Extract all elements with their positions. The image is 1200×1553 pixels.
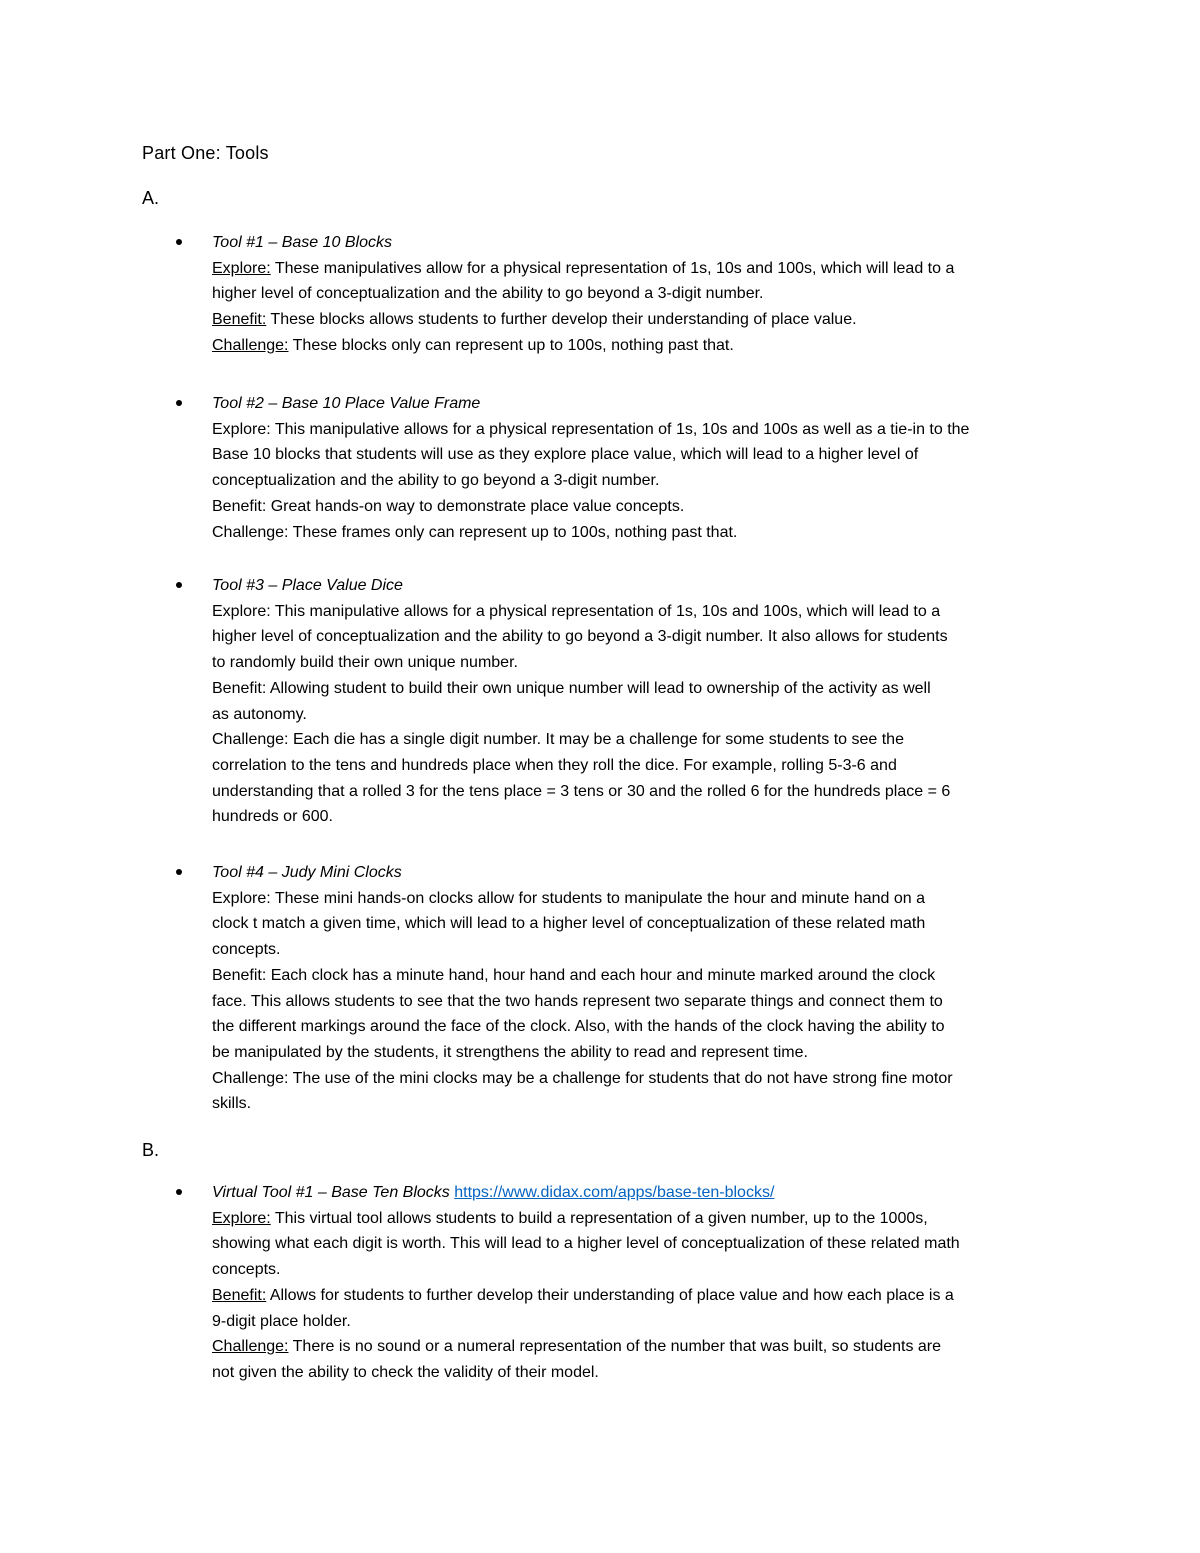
benefit-text: These blocks allows students to further develop their understanding of place value. <box>266 311 857 329</box>
benefit-label: Benefit: <box>212 966 267 984</box>
explore-label: Explore: <box>212 1209 271 1227</box>
explore-label: Explore: <box>212 420 271 438</box>
benefit-line <box>212 307 1070 333</box>
challenge-line <box>212 333 1070 359</box>
tool-item-3 <box>170 573 1070 830</box>
bullet-icon <box>176 400 182 406</box>
challenge-label: Challenge: <box>212 1338 289 1356</box>
explore-line: showing what each digit is worth. This will lead to a higher level of conceptualization of these related math <box>212 1235 960 1253</box>
challenge-text: There is no sound or a numeral representation of the number that was built, so students are <box>288 1338 942 1356</box>
explore-line: higher level of conceptualization and the ability to go beyond a 3-digit number. It also allows for students <box>212 628 948 646</box>
bullet-icon <box>176 869 182 875</box>
challenge-line <box>212 727 1070 753</box>
explore-text: These manipulatives allow for a physical representation of 1s, 10s and 100s, which will lead to a <box>270 259 955 277</box>
tool-title-line <box>212 1180 1070 1206</box>
explore-line: clock t match a given time, which will lead to a higher level of conceptualization of these related math <box>212 915 926 933</box>
benefit-line: face. This allows students to see that the two hands represent two separate things and connect them to <box>212 992 943 1010</box>
benefit-text: Great hands-on way to demonstrate place value concepts. <box>266 497 685 515</box>
benefit-line: the different markings around the face of the clock. Also, with the hands of the clock having the ability to <box>212 1018 945 1036</box>
section-letter-b: B. <box>142 1140 160 1160</box>
bullet-icon <box>176 239 182 245</box>
explore-text: This manipulative allows for a physical representation of 1s, 10s and 100s as well as a tie-in to the <box>270 420 970 438</box>
tool-item-4 <box>170 860 1070 1117</box>
challenge-label: Challenge: <box>212 336 289 354</box>
explore-text: These mini hands-on clocks allow for students to manipulate the hour and minute hand on a <box>270 889 926 907</box>
section-letter-a: A. <box>142 188 160 208</box>
challenge-line <box>212 1066 1070 1092</box>
benefit-line <box>212 494 1070 520</box>
explore-line: concepts. <box>212 941 281 959</box>
challenge-line: skills. <box>212 1095 252 1113</box>
benefit-line <box>212 676 1070 702</box>
tool-title: Tool #4 – Judy Mini Clocks <box>212 864 402 881</box>
challenge-line <box>212 1334 1070 1360</box>
challenge-line: hundreds or 600. <box>212 808 333 826</box>
benefit-line: 9-digit place holder. <box>212 1312 351 1330</box>
part-title: Part One: Tools <box>142 143 269 163</box>
benefit-text: Allows for students to further develop their understanding of place value and how each place is a <box>266 1286 954 1304</box>
explore-line: to randomly build their own unique number. <box>212 654 518 672</box>
challenge-line: not given the ability to check the validity of their model. <box>212 1363 599 1381</box>
challenge-text: The use of the mini clocks may be a challenge for students that do not have strong fine motor <box>288 1069 953 1087</box>
explore-text: This virtual tool allows students to build a representation of a given number, up to the 1000s, <box>270 1209 928 1227</box>
explore-line: higher level of conceptualization and the ability to go beyond a 3-digit number. <box>212 285 764 303</box>
benefit-text: Each clock has a minute hand, hour hand and each hour and minute marked around the clock <box>266 966 936 984</box>
explore-line <box>212 886 1070 912</box>
explore-line: conceptualization and the ability to go beyond a 3-digit number. <box>212 472 660 490</box>
benefit-label: Benefit: <box>212 679 267 697</box>
challenge-line: understanding that a rolled 3 for the tens place = 3 tens or 30 and the rolled 6 for the hundreds place = 6 <box>212 782 951 800</box>
benefit-label: Benefit: <box>212 497 267 515</box>
benefit-label: Benefit: <box>212 311 267 329</box>
challenge-text: Each die has a single digit number. It may be a challenge for some students to see the <box>288 731 904 749</box>
explore-line <box>212 1206 1070 1232</box>
benefit-line: as autonomy. <box>212 705 307 723</box>
explore-line <box>212 599 1070 625</box>
explore-line <box>212 256 1070 282</box>
explore-text: This manipulative allows for a physical representation of 1s, 10s and 100s, which will lead to a <box>270 602 941 620</box>
tool-title: Virtual Tool #1 – Base Ten Blocks <box>212 1184 455 1201</box>
explore-label: Explore: <box>212 259 271 277</box>
bullet-icon <box>176 1189 182 1195</box>
benefit-line <box>212 963 1070 989</box>
challenge-label: Challenge: <box>212 523 289 541</box>
challenge-text: These blocks only can represent up to 100s, nothing past that. <box>288 336 734 354</box>
bullet-icon <box>176 582 182 588</box>
explore-line: Base 10 blocks that students will use as they explore place value, which will lead to a higher level of <box>212 446 919 464</box>
tool-title: Tool #3 – Place Value Dice <box>212 577 403 594</box>
explore-line <box>212 417 1070 443</box>
tool-item-1 <box>170 230 1070 359</box>
benefit-text: Allowing student to build their own unique number will lead to ownership of the activity as well <box>266 679 931 697</box>
explore-label: Explore: <box>212 602 271 620</box>
tool-title: Tool #1 – Base 10 Blocks <box>212 234 392 251</box>
tool-item-2 <box>170 391 1070 545</box>
tool-title: Tool #2 – Base 10 Place Value Frame <box>212 395 481 412</box>
challenge-line <box>212 520 1070 546</box>
explore-line: concepts. <box>212 1261 281 1279</box>
challenge-line: correlation to the tens and hundreds place when they roll the dice. For example, rolling 5-3-6 and <box>212 756 897 774</box>
benefit-line: be manipulated by the students, it strengthens the ability to read and represent time. <box>212 1043 808 1061</box>
virtual-tool-item-1 <box>170 1180 1070 1386</box>
challenge-label: Challenge: <box>212 1069 289 1087</box>
explore-label: Explore: <box>212 889 271 907</box>
benefit-line <box>212 1283 1070 1309</box>
challenge-label: Challenge: <box>212 731 289 749</box>
benefit-label: Benefit: <box>212 1286 267 1304</box>
didax-link[interactable]: https://www.didax.com/apps/base-ten-blocks/ <box>454 1184 775 1201</box>
challenge-text: These frames only can represent up to 100s, nothing past that. <box>288 523 738 541</box>
